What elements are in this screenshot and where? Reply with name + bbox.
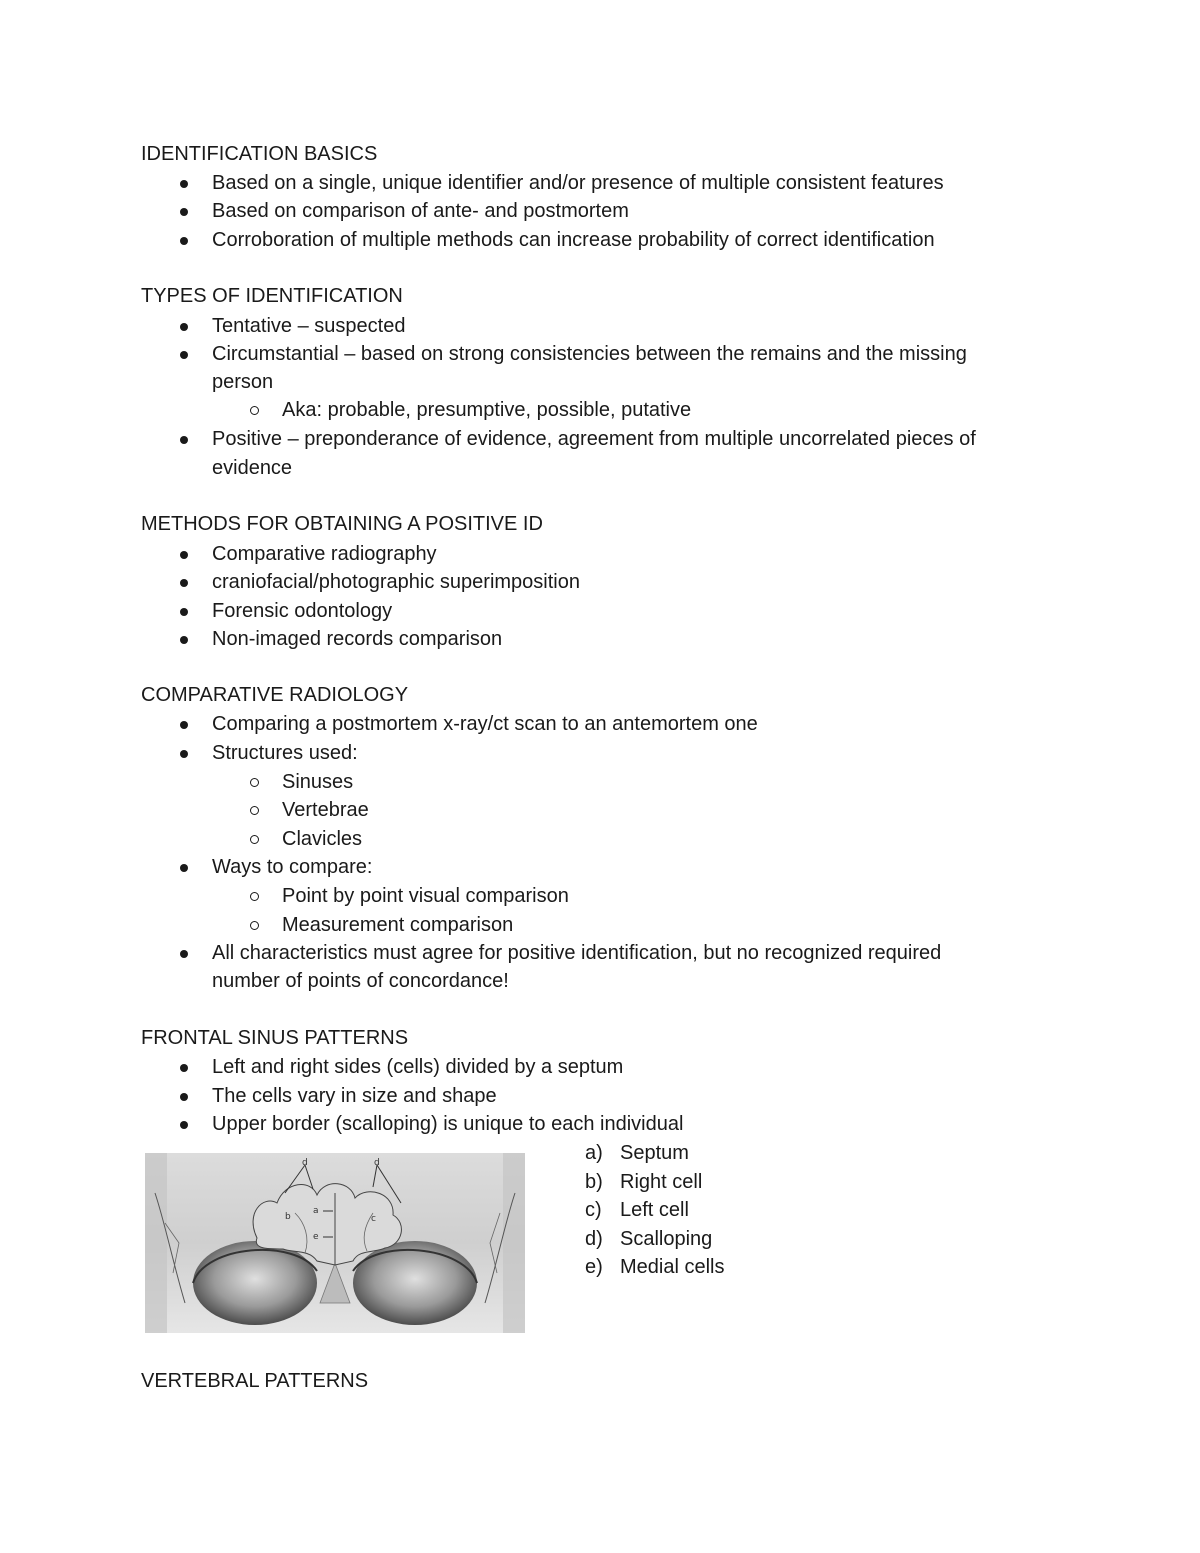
legend-text: Scalloping xyxy=(620,1228,713,1250)
bullet-icon xyxy=(180,750,188,758)
bullet-icon xyxy=(180,436,188,444)
figure-label: c xyxy=(371,1214,376,1224)
legend-letter: e) xyxy=(585,1256,603,1278)
sub-bullet-icon xyxy=(250,806,259,815)
list-item: Tentative – suspected xyxy=(212,315,406,337)
bullet-icon xyxy=(180,351,188,359)
frontal-sinus-drawing xyxy=(145,1153,525,1333)
legend-letter: c) xyxy=(585,1199,602,1221)
sub-list-item: Sinuses xyxy=(282,771,354,793)
legend-text: Septum xyxy=(620,1142,689,1164)
sub-bullet-icon xyxy=(250,835,259,844)
section-heading: TYPES OF IDENTIFICATION xyxy=(141,285,403,307)
list-item: Comparing a postmortem x-ray/ct scan to an antemortem one xyxy=(212,713,758,735)
legend-letter: b) xyxy=(585,1171,603,1193)
frontal-sinus-figure xyxy=(145,1153,525,1333)
list-item: Corroboration of multiple methods can increase probability of correct identification xyxy=(212,229,935,251)
list-item: Left and right sides (cells) divided by a septum xyxy=(212,1056,624,1078)
sub-list-item: Vertebrae xyxy=(282,799,369,821)
sub-bullet-icon xyxy=(250,778,259,787)
list-item: The cells vary in size and shape xyxy=(212,1085,497,1107)
list-item: All characteristics must agree for positive identification, but no recognized required xyxy=(212,942,942,964)
legend-text: Left cell xyxy=(620,1199,689,1221)
section-heading: IDENTIFICATION BASICS xyxy=(141,143,378,165)
bullet-icon xyxy=(180,950,188,958)
bullet-icon xyxy=(180,721,188,729)
legend-text: Medial cells xyxy=(620,1256,725,1278)
list-item: Based on comparison of ante- and postmortem xyxy=(212,200,629,222)
legend-letter: d) xyxy=(585,1228,603,1250)
legend-text: Right cell xyxy=(620,1171,703,1193)
list-item: Structures used: xyxy=(212,742,358,764)
sub-list-item: Aka: probable, presumptive, possible, putative xyxy=(282,399,692,421)
bullet-icon xyxy=(180,1093,188,1101)
bullet-icon xyxy=(180,864,188,872)
figure-label: a xyxy=(313,1206,319,1216)
list-item: Forensic odontology xyxy=(212,600,393,622)
sub-list-item: Point by point visual comparison xyxy=(282,885,569,907)
list-item: Upper border (scalloping) is unique to each individual xyxy=(212,1113,684,1135)
list-item-continuation: person xyxy=(212,371,274,393)
list-item: Based on a single, unique identifier and/or presence of multiple consistent features xyxy=(212,172,944,194)
section-heading: COMPARATIVE RADIOLOGY xyxy=(141,684,409,706)
bullet-icon xyxy=(180,323,188,331)
list-item: Ways to compare: xyxy=(212,856,373,878)
sub-bullet-icon xyxy=(250,892,259,901)
figure-label: d xyxy=(302,1158,308,1168)
sub-bullet-icon xyxy=(250,406,259,415)
list-item-continuation: evidence xyxy=(212,457,293,479)
bullet-icon xyxy=(180,608,188,616)
bullet-icon xyxy=(180,180,188,188)
bullet-icon xyxy=(180,1064,188,1072)
bullet-icon xyxy=(180,579,188,587)
sub-list-item: Clavicles xyxy=(282,828,363,850)
section-heading: FRONTAL SINUS PATTERNS xyxy=(141,1027,409,1049)
sub-bullet-icon xyxy=(250,921,259,930)
figure-label: d xyxy=(374,1158,380,1168)
section-heading: VERTEBRAL PATTERNS xyxy=(141,1370,369,1392)
list-item: Positive – preponderance of evidence, agreement from multiple uncorrelated pieces of xyxy=(212,428,976,450)
list-item: Circumstantial – based on strong consistencies between the remains and the missing xyxy=(212,343,967,365)
list-item: Comparative radiography xyxy=(212,543,437,565)
section-heading: METHODS FOR OBTAINING A POSITIVE ID xyxy=(141,513,543,535)
bullet-icon xyxy=(180,636,188,644)
bullet-icon xyxy=(180,1121,188,1129)
bullet-icon xyxy=(180,208,188,216)
legend-letter: a) xyxy=(585,1142,603,1164)
bullet-icon xyxy=(180,237,188,245)
sub-list-item: Measurement comparison xyxy=(282,914,514,936)
figure-label: b xyxy=(285,1212,291,1222)
list-item: craniofacial/photographic superimposition xyxy=(212,571,580,593)
bullet-icon xyxy=(180,551,188,559)
list-item-continuation: number of points of concordance! xyxy=(212,970,509,992)
list-item: Non-imaged records comparison xyxy=(212,628,503,650)
figure-label: e xyxy=(313,1232,319,1242)
